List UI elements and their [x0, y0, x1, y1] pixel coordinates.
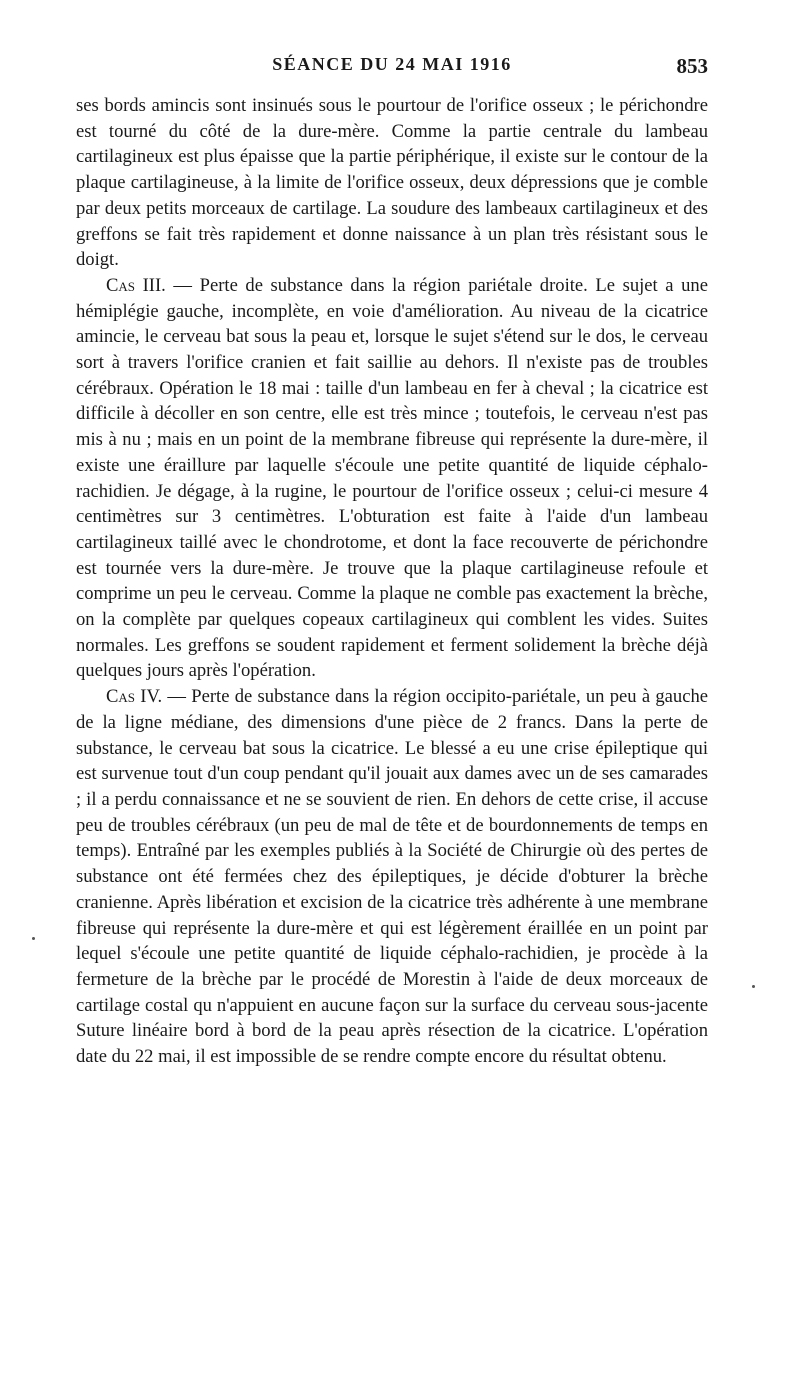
page-number: 853: [676, 54, 708, 78]
case-label-iii: Cas III.: [106, 274, 166, 296]
scan-speck: [32, 937, 35, 940]
case-label-iv: Cas IV.: [106, 686, 163, 708]
paragraph-continued: ses bords amincis sont insinués sous le pourtour de l'orifice osseux ; le périchondre est tourné du côté de la dure-mère. Comme la partie centrale du lambeau cartilagineux est plus épaisse que la partie périphérique, il existe sur le contour de la plaque cartilagineuse, à la limite de l'orifice osseux, deux dépressions que je comble par deux petits morceaux de cartilage. La soudure des lambeaux cartilagineux et des greffons se fait très rapidement et donne naissance à un plan très résistant sous le doigt.: [76, 95, 708, 271]
paragraph-cas-iii: [76, 273, 708, 684]
running-title: SÉANCE DU 24 MAI 1916: [272, 54, 512, 74]
scan-speck: [752, 985, 755, 988]
body-text: [76, 93, 708, 1070]
running-header: [76, 54, 708, 84]
paragraph-cas-iv-text: — Perte de substance dans la région occipito-pariétale, un peu à gauche de la ligne médiane, des dimensions d'une pièce de 2 francs. Dans la perte de substance, le cerveau bat sous la cicatrice. Le blessé a eu une crise épileptique qui est survenue tout d'un coup pendant qu'il jouait aux dames avec un de ses camarades ; il a perdu connaissance et ne se souvient de rien. En dehors de cette crise, il accuse peu de troubles cérébraux (un peu de mal de tête et de bourdonnements de temps en temps). Entraîné par les exemples publiés à la Société de Chirurgie où des pertes de substance ont été fermées chez des épileptiques, je décide d'obturer la brèche cranienne. Après libération et excision de la cicatrice très adhérente à une membrane fibreuse qui représente la dure-mère et qui est légèrement éraillée en un point par lequel s'écoule une petite quantité de liquide céphalo-rachidien, je procède à la fermeture de la brèche par le procédé de Morestin à l'aide de deux morceaux de cartilage costal qu n'appuient en aucune façon sur la surface du cerveau sous-jacente Suture linéaire bord à bord de la peau après résection de la cicatrice. L'opération date du 22 mai, il est impossible de se rendre compte encore du résultat obtenu.: [76, 686, 708, 1068]
paragraph-cas-iii-text: — Perte de substance dans la région pariétale droite. Le sujet a une hémiplégie gauche, incomplète, en voie d'amélioration. Au niveau de la cicatrice amincie, le cerveau bat sous la peau et, lorsque le sujet s'étend sur le dos, le cerveau sort à travers l'orifice cranien et fait saillie au dehors. Il n'existe pas de troubles cérébraux. Opération le 18 mai : taille d'un lambeau en fer à cheval ; la cicatrice est difficile à décoller en son centre, elle est très mince ; toutefois, le cerveau n'est pas mis à nu ; mais en un point de la membrane fibreuse qui représente la dure-mère, il existe une éraillure par laquelle s'écoule une petite quantité de liquide céphalo-rachidien. Je dégage, à la rugine, le pourtour de l'orifice osseux ; celui-ci mesure 4 centimètres sur 3 centimètres. L'obturation est faite à l'aide d'un lambeau cartilagineux taillé avec le chondrotome, et dont la face recouverte de périchondre est tournée vers la dure-mère. Je trouve que la plaque cartilagineuse refoule et comprime un peu le cerveau. Comme la plaque ne comble pas exactement la brèche, on la complète par quelques copeaux cartilagineux qui comblent les vides. Suites normales. Les greffons se soudent rapidement et ferment solidement la brèche déjà quelques jours après l'opération.: [76, 274, 708, 682]
paragraph-cas-iv: [76, 684, 708, 1070]
